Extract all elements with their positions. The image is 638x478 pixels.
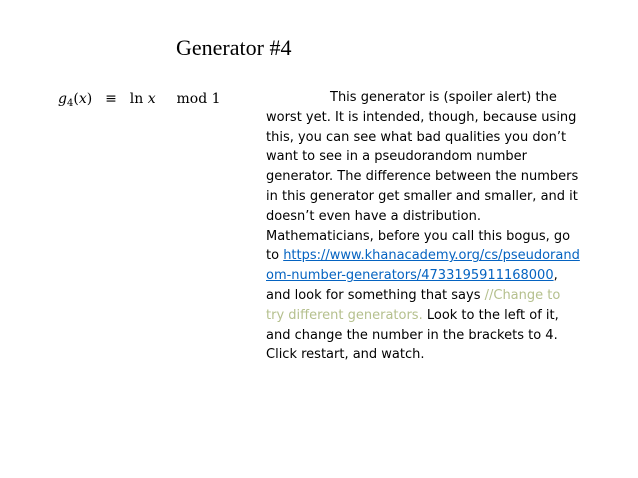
formula-function-name: g: [58, 91, 67, 107]
khan-academy-link[interactable]: https://www.khanacademy.org/cs/pseudorandom-number-generators/4733195911168000: [266, 248, 580, 284]
description-paragraph: [266, 88, 581, 365]
formula-open-paren: (: [73, 91, 79, 107]
formula-argument: x: [78, 91, 87, 107]
slide-title: Generator #4: [176, 35, 292, 60]
description-part-1: This generator is (spoiler alert) the worst yet. It is intended, though, because using this, you can see what bad qualities you don’t want to see in a pseudorandom number generator. The difference between the numbers in this generator get smaller and smaller, and it doesn’t even have a distribution. Mathematicians, before you call this bogus, go to: [266, 90, 579, 264]
generator-formula: [58, 88, 221, 115]
formula-equivalence-sign: ≡: [105, 91, 117, 107]
code-comment-text: //Change to try different generators.: [266, 287, 561, 323]
formula-variable: x: [147, 91, 156, 107]
formula-mod: mod: [176, 91, 208, 107]
description-part-3: Look to the left of it, and change the number in the brackets to 4. Click restart, and watch.: [266, 307, 559, 363]
formula-ln: ln: [129, 91, 144, 107]
formula-modulus: 1: [211, 91, 221, 107]
description-part-2: , and look for something that says: [266, 268, 558, 303]
formula-close-paren: ): [86, 91, 93, 107]
formula-subscript: 4: [66, 98, 74, 109]
